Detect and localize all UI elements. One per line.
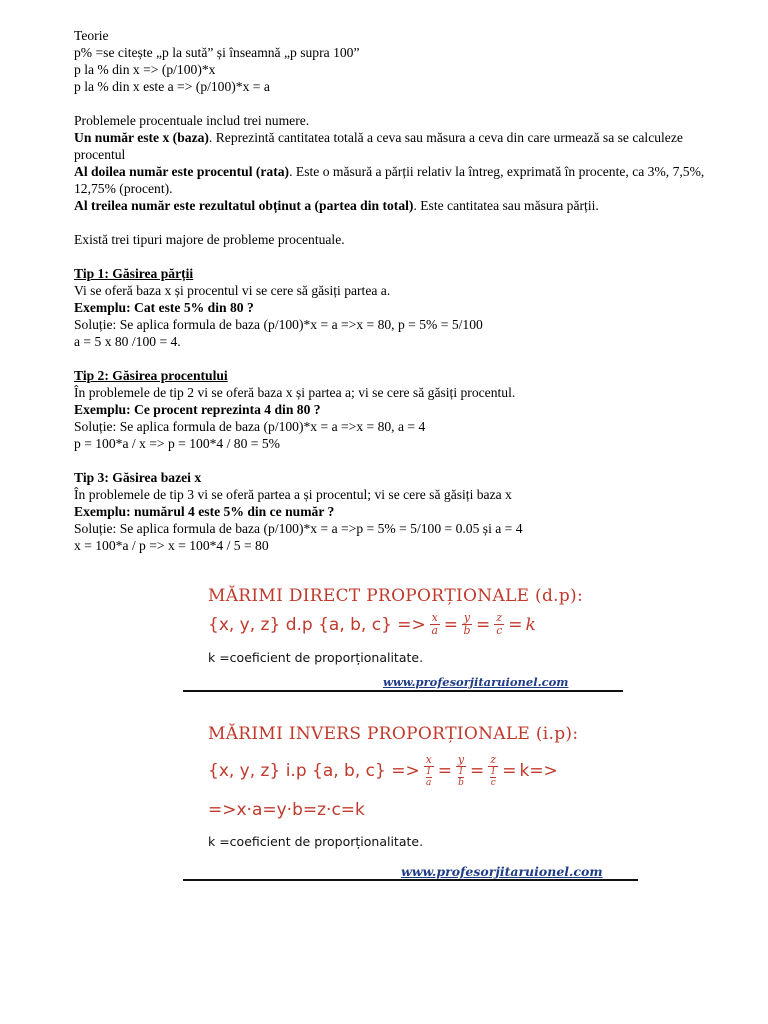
ip-formula-start: {x, y, z} i.p {a, b, c} => [208,761,420,781]
type3-title [74,469,734,486]
type2-title-text: Tip 2: Găsirea procentului [74,368,228,383]
type3-title-text: Tip 3: Găsirea bazei x [74,470,202,485]
dp-heading: MĂRIMI DIRECT PROPORȚIONALE (d.p): [208,586,583,606]
ip-k-arrow: k=> [519,761,558,781]
line-part [74,197,734,214]
dp-k: k [525,614,536,635]
dp-website: www.profesorjitaruionel.com [383,675,569,689]
dp-formula-start: {x, y, z} d.p {a, b, c} => [208,614,426,635]
dp-frac-y-b: $\frac{y}{b}$ [463,611,471,637]
type1-solution: Soluție: Se aplica formula de baza (p/100)*x = a =>x = 80, p = 5% = 5/100 [74,317,483,332]
dp-coefficient-note: k =coeficient de proporționalitate. [208,650,424,665]
direct-proportional-image [183,580,638,692]
line-formula-1: p la % din x => (p/100)*x [74,62,216,77]
type1-example [74,299,734,316]
ip-formula-line2: =>x·a=y·b=z·c=k [208,800,365,820]
ip-heading: MĂRIMI INVERS PROPORȚIONALE (i.p): [208,724,579,744]
dp-divider [183,690,623,692]
ip-frac-x: x 1 a [425,753,432,788]
dp-frac-x-a: $\frac{x}{a}$ [431,611,439,637]
type3-desc: În problemele de tip 3 vi se oferă partea a și procentul; vi se cere să găsiți baza x [74,487,512,502]
part-bold: Al treilea număr este rezultatul obținut a (partea din total) [74,198,414,213]
type2-title [74,367,734,384]
line-three-numbers: Problemele procentuale includ trei numere. [74,113,310,128]
type3-example-text: Exemplu: numărul 4 este 5% din ce număr ? [74,504,335,519]
line-base [74,129,734,163]
base-desc: . Reprezintă cantitatea totală a ceva sau măsura a ceva din care urmează sa se calculeze procentul [74,130,683,162]
inverse-proportional-image [183,718,638,884]
type3-result: x = 100*a / p => x = 100*4 / 5 = 80 [74,538,269,553]
ip-website: www.profesorjitaruionel.com [401,864,603,879]
type1-title-text: Tip 1: Găsirea părții [74,266,194,281]
line-rate [74,163,734,197]
line-three-types: Există trei tipuri majore de probleme procentuale. [74,232,345,247]
line-percent-definition: p% =se citește „p la sută” și înseamnă „p supra 100” [74,45,360,60]
type1-result: a = 5 x 80 /100 = 4. [74,334,181,349]
line-theory-title: Teorie [74,28,109,43]
ip-formula: {x, y, z} i.p {a, b, c} => x 1 a = y 1 b = z 1 c = k=> [208,753,558,788]
type3-solution: Soluție: Se aplica formula de baza (p/100)*x = a =>p = 5% = 5/100 = 0.05 și a = 4 [74,521,523,536]
type1-desc: Vi se oferă baza x și procentul vi se cere să găsiți partea a. [74,283,391,298]
rate-bold: Al doilea număr este procentul (rata) [74,164,290,179]
type2-example [74,401,734,418]
type1-title [74,265,734,282]
ip-frac-y: y 1 b [457,753,465,788]
type3-example [74,503,734,520]
base-bold: Un număr este x (baza) [74,130,209,145]
dp-formula: {x, y, z} d.p {a, b, c} => $\frac{x}{a}$ = $\frac{y}{b}$ = $\frac{z}{c}$ = k [208,611,536,637]
ip-frac-z: z 1 c [488,754,498,788]
type1-example-text: Exemplu: Cat este 5% din 80 ? [74,300,254,315]
document-text [74,27,734,554]
rate-desc: . Este o măsură a părții relativ la întreg, exprimată în procente, ca 3%, 7,5%, 12,75% (procent). [74,164,705,196]
line-formula-2: p la % din x este a => (p/100)*x = a [74,79,270,94]
dp-frac-z-c: $\frac{z}{c}$ [496,611,503,637]
type2-example-text: Exemplu: Ce procent reprezinta 4 din 80 ? [74,402,321,417]
ip-divider [183,879,638,881]
type2-result: p = 100*a / x => p = 100*4 / 80 = 5% [74,436,280,451]
type2-desc: În problemele de tip 2 vi se oferă baza x și partea a; vi se cere să găsiți procentul. [74,385,516,400]
ip-coefficient-note: k =coeficient de proporționalitate. [208,834,424,849]
type2-solution: Soluție: Se aplica formula de baza (p/100)*x = a =>x = 80, a = 4 [74,419,426,434]
part-desc: . Este cantitatea sau măsura părții. [413,198,599,213]
